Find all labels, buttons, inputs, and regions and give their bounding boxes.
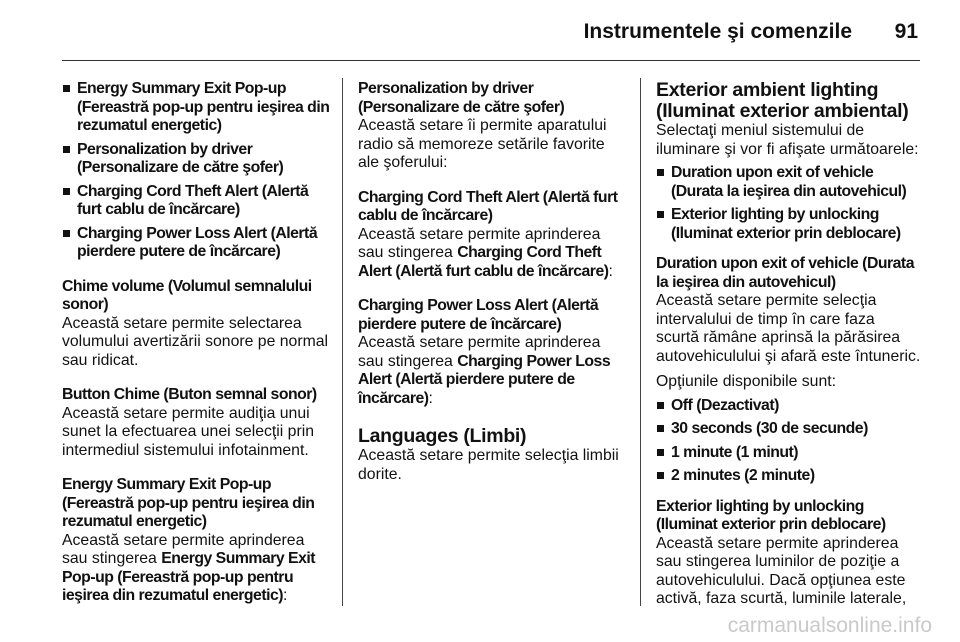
power-loss-text-setting: Charging Power Loss Alert (Alertă pierdere putere de încărcare) [358, 352, 611, 407]
column-3 [656, 80, 922, 609]
page-header-title: Instrumentele şi comenzile [583, 20, 852, 43]
power-loss-heading: Charging Power Loss Alert (Alertă pierdere putere de încărcare) [358, 297, 599, 333]
power-loss-text-lead: Această setare permite aprinderea sau stingerea [358, 334, 601, 370]
cord-theft-text-colon: : [608, 262, 613, 280]
duration-options-list [656, 397, 922, 486]
duration-text: Această setare permite selecţia intervalului de timp în care faza scurtă rămâne aprinsă la părăsirea autovehiculului şi afară este întuneric. [656, 292, 921, 365]
personalization-heading: Personalization by driver (Personalizare de către şofer) [358, 80, 565, 116]
duration-section [656, 255, 922, 486]
column-divider-1 [342, 78, 343, 606]
cord-theft-text-setting: Charging Cord Theft Alert (Alertă furt cablu de încărcare) [358, 244, 609, 280]
list-item: Charging Cord Theft Alert (Alertă furt cablu de încărcare) [62, 183, 330, 220]
energy-summary-text-colon: : [283, 587, 288, 604]
header-rule [62, 60, 920, 61]
list-item: Charging Power Loss Alert (Alertă pierdere putere de încărcare) [62, 225, 330, 262]
power-loss-text-colon: : [428, 389, 433, 407]
page-number: 91 [894, 20, 918, 43]
settings-bullet-list [62, 80, 330, 262]
cord-theft-text-lead: Această setare permite aprinderea sau stingerea [358, 225, 601, 261]
languages-heading: Languages (Limbi) [358, 425, 527, 447]
column-divider-2 [640, 78, 641, 606]
power-loss-section [358, 297, 628, 408]
button-chime-heading: Button Chime (Buton semnal sonor) [62, 386, 317, 403]
power-loss-text [358, 334, 628, 408]
energy-summary-text-setting: Energy Summary Exit Pop-up (Fereastră pop-up pentru ieşirea din rezumatul energetic) [62, 550, 316, 604]
languages-section [358, 426, 628, 484]
exterior-lighting-heading: Exterior ambient lighting (Iluminat exterior ambiental) [656, 79, 909, 122]
button-chime-text: Această setare permite audiţia unui sunet la efectuarea unei selecţii prin intermediul sistemului infotainment. [62, 404, 315, 459]
duration-heading: Duration upon exit of vehicle (Durata la ieşirea din autovehicul) [656, 255, 914, 291]
exterior-lighting-list [656, 164, 922, 243]
column-1 [62, 80, 330, 606]
personalization-text: Această setare îi permite aparatului radio să memoreze setările favorite ale şoferului: [358, 117, 607, 171]
button-chime-section [62, 386, 330, 460]
energy-summary-section [62, 476, 330, 606]
unlock-lighting-text: Această setare permite aprinderea sau stingerea luminilor de poziţie a autovehiculului. Dacă opţiunea este activă, faza scurtă, luminile laterale, [656, 534, 907, 607]
list-item: Duration upon exit of vehicle (Durata la ieşirea din autovehicul) [656, 164, 922, 201]
cord-theft-text [358, 226, 628, 282]
cord-theft-section [358, 189, 628, 282]
list-item: Energy Summary Exit Pop-up (Fereastră pop-up pentru ieşirea din rezumatul energetic) [62, 80, 330, 136]
energy-summary-text [62, 532, 330, 606]
list-item: Exterior lighting by unlocking (Iluminat exterior prin deblocare) [656, 206, 922, 243]
unlock-lighting-section [656, 498, 922, 609]
options-label: Opţiunile disponibile sunt: [656, 373, 837, 390]
list-item: 30 seconds (30 de secunde) [656, 420, 922, 439]
list-item: 2 minutes (2 minute) [656, 467, 922, 486]
chime-volume-text: Această setare permite selectarea volumului avertizării sonore pe normal sau ridicat. [62, 314, 329, 369]
list-item: Personalization by driver (Personalizare de către şofer) [62, 141, 330, 178]
energy-summary-heading: Energy Summary Exit Pop-up (Fereastră pop-up pentru ieşirea din rezumatul energetic) [62, 476, 315, 530]
languages-text: Această setare permite selecţia limbii dorite. [358, 447, 619, 483]
watermark: carmanualsonline.info [727, 614, 932, 637]
exterior-lighting-text: Selectaţi meniul sistemului de iluminare şi vor fi afişate următoarele: [656, 122, 919, 158]
chime-volume-heading: Chime volume (Volumul semnalului sonor) [62, 277, 312, 313]
personalization-section [358, 80, 628, 173]
column-2 [358, 80, 628, 484]
list-item: 1 minute (1 minut) [656, 444, 922, 463]
energy-summary-text-lead: Această setare permite aprinderea sau stingerea [62, 531, 305, 567]
exterior-lighting-section [656, 80, 922, 243]
unlock-lighting-heading: Exterior lighting by unlocking (Iluminat exterior prin deblocare) [656, 497, 886, 533]
chime-volume-section [62, 278, 330, 371]
cord-theft-heading: Charging Cord Theft Alert (Alertă furt cablu de încărcare) [358, 188, 618, 224]
list-item: Off (Dezactivat) [656, 397, 922, 416]
